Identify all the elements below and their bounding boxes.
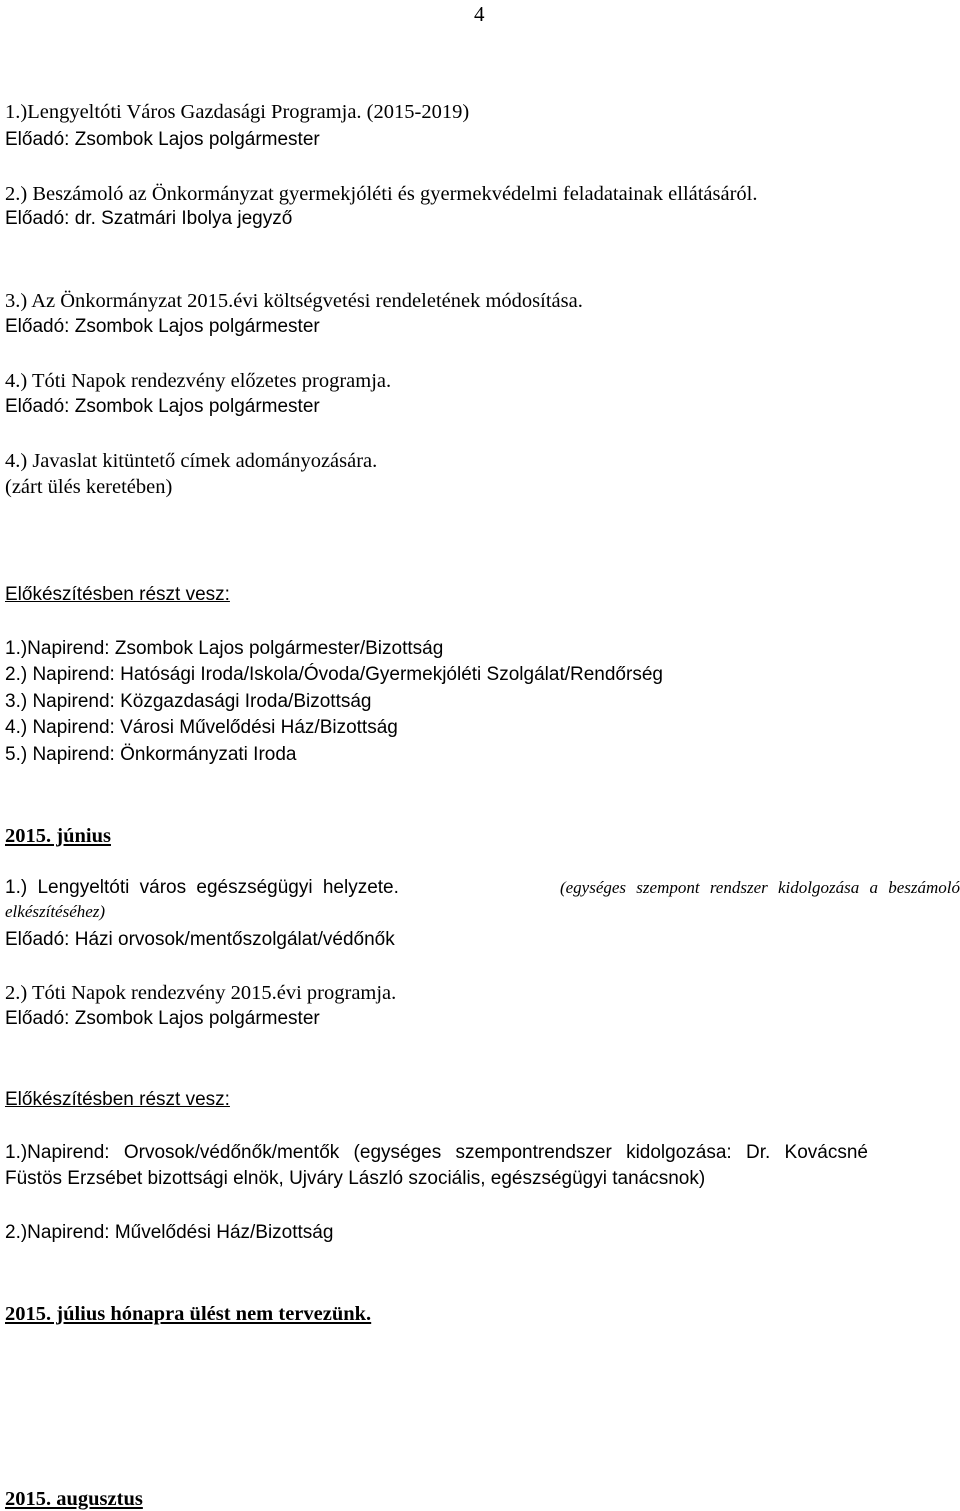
prep-line-1: 1.)Napirend: Zsombok Lajos polgármester/Bizottság (5, 638, 444, 659)
june-prep-heading: Előkészítésben részt vesz: (5, 1089, 230, 1110)
agenda-item-4-presenter: Előadó: Zsombok Lajos polgármester (5, 396, 320, 417)
prep-heading: Előkészítésben részt vesz: (5, 584, 230, 605)
june-prep-line-1-cont: Füstös Erzsébet bizottsági elnök, Ujváry László szociális, egészségügyi tanácsnok) (5, 1168, 706, 1189)
agenda-item-5-note: (zárt ülés keretében) (5, 476, 173, 498)
prep-line-3: 3.) Napirend: Közgazdasági Iroda/Bizottság (5, 691, 372, 712)
page-number: 4 (474, 2, 485, 26)
agenda-item-4-title: 4.) Tóti Napok rendezvény előzetes programja. (5, 370, 392, 392)
june-item-1-title: 1.) Lengyeltóti város egészségügyi helyzete. (5, 877, 399, 898)
june-item-1-note: (egységes szempont rendszer kidolgozása a beszámoló (559, 878, 960, 897)
agenda-item-5-title: 4.) Javaslat kitüntető címek adományozására. (5, 450, 378, 472)
june-prep-line-1: 1.)Napirend: Orvosok/védőnők/mentők (egységes szempontrendszer kidolgozása: Dr. Kovácsné (5, 1142, 868, 1163)
agenda-item-3-title: 3.) Az Önkormányzat 2015.évi költségvetési rendeletének módosítása. (5, 290, 583, 312)
june-item-2-presenter: Előadó: Zsombok Lajos polgármester (5, 1008, 320, 1029)
prep-line-2: 2.) Napirend: Hatósági Iroda/Iskola/Óvoda/Gyermekjóléti Szolgálat/Rendőrség (5, 664, 663, 685)
agenda-item-1-presenter: Előadó: Zsombok Lajos polgármester (5, 129, 320, 150)
june-heading: 2015. június (5, 825, 111, 847)
june-item-1-row (5, 876, 960, 901)
agenda-item-2-title: 2.) Beszámoló az Önkormányzat gyermekjóléti és gyermekvédelmi feladatainak ellátásáról. (5, 183, 758, 205)
july-note: 2015. július hónapra ülést nem tervezünk. (5, 1303, 372, 1325)
agenda-item-1-title: 1.)Lengyeltóti Város Gazdasági Programja. (2015-2019) (5, 101, 470, 123)
prep-line-4: 4.) Napirend: Városi Művelődési Ház/Bizottság (5, 717, 398, 738)
august-heading: 2015. augusztus (5, 1488, 143, 1510)
june-prep-line-2: 2.)Napirend: Művelődési Ház/Bizottság (5, 1222, 334, 1243)
prep-line-5: 5.) Napirend: Önkormányzati Iroda (5, 744, 297, 765)
agenda-item-3-presenter: Előadó: Zsombok Lajos polgármester (5, 316, 320, 337)
june-item-2-title: 2.) Tóti Napok rendezvény 2015.évi programja. (5, 982, 397, 1004)
agenda-item-2-presenter: Előadó: dr. Szatmári Ibolya jegyző (5, 208, 293, 229)
june-item-1-presenter: Előadó: Házi orvosok/mentőszolgálat/védőnők (5, 929, 395, 950)
june-item-1-note-cont: elkészítéséhez) (5, 902, 106, 921)
